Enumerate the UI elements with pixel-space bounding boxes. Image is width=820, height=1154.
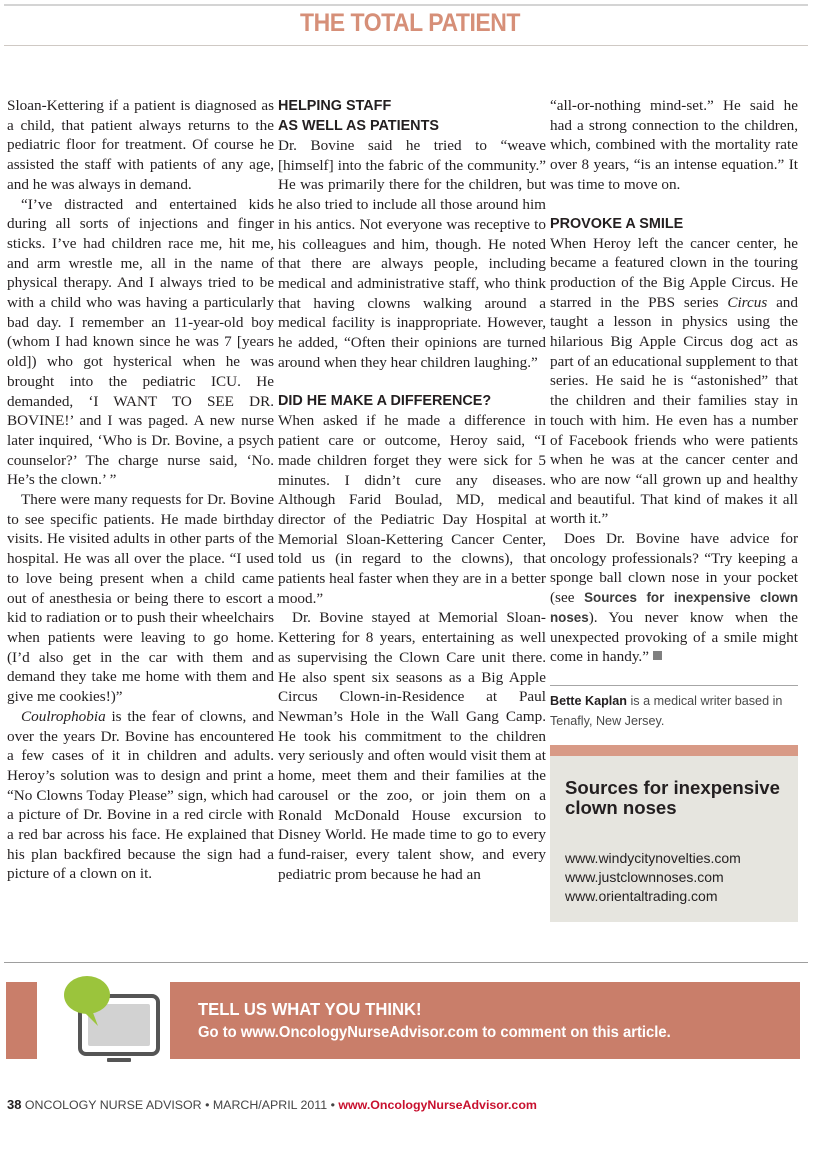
top-rule (4, 4, 808, 6)
paragraph-text: ). You never know when the unexpected provoking of a smile might come in handy.” (550, 608, 798, 666)
paragraph: Dr. Bovine stayed at Memorial Sloan-Kettering for 8 years, entertaining as well as supervising the Clown Care unit there. He also spent six seasons as a Big Apple Circus Clown-in-Residence at Paul Newman’s Hole in the Wall Gang Camp. He took his commitment to the children very seriously and often would visit them at home, meet them and their families at the carousel or the zoo, or join them on a Ronald McDonald House excursion to Disney World. He made time to go to every fund-raiser, every talent show, and every pediatric prom because he had an (278, 609, 546, 883)
banner-title: TELL US WHAT YOU THINK! (198, 999, 422, 1019)
paragraph-text: When Heroy left the cancer center, he became a featured clown in the touring production of the Big Apple Circus. He starred in the PBS series (550, 234, 798, 311)
paragraph-text: Does Dr. Bovine have advice for oncology professionals? “Try keeping a sponge ball clown nose in your pocket (see (550, 530, 798, 607)
article-column-1 (7, 96, 274, 884)
page-footer (7, 1097, 537, 1112)
author-bio (550, 691, 800, 731)
subheading-line: AS WELL AS PATIENTS (278, 118, 439, 134)
article-column-3 (550, 96, 798, 667)
sidebar-link[interactable]: www.justclownnoses.com (565, 869, 724, 885)
sidebar-link[interactable]: www.windycitynovelties.com (565, 850, 741, 866)
article-column-2 (278, 96, 546, 884)
end-of-article-square-icon (653, 651, 662, 660)
author-bio-text: is a medical writer based in Tenafly, New Jersey. (550, 694, 783, 728)
footer-url-link[interactable]: www.OncologyNurseAdvisor.com (338, 1098, 537, 1112)
bio-divider (550, 685, 798, 686)
comment-banner[interactable] (170, 982, 800, 1059)
paragraph (550, 234, 798, 530)
paragraph (550, 529, 798, 667)
sidebar-link[interactable]: www.orientaltrading.com (565, 888, 718, 904)
paragraph: When asked if he made a difference in patient care or outcome, Heroy said, “I made children forget they were sick for 5 minutes. I didn’t cure any diseases. Although Farid Boulad, MD, medical director of the Pediatric Day Hospital at Memorial Sloan-Kettering Cancer Center, told us (in regard to the clowns), that patients heal faster when they are in a better mood.” (278, 412, 546, 607)
banner-subtitle-link[interactable]: Go to www.OncologyNurseAdvisor.com to comment on this article. (198, 1024, 671, 1041)
author-name: Bette Kaplan (550, 694, 627, 708)
paragraph: Sloan-Kettering if a patient is diagnosed as a child, that patient always returns to the pediatric floor for treatment. Of course he assisted the staff with patients of any age, and he was always in demand. (7, 97, 274, 193)
paragraph-text: is the fear of clowns, and over the years Dr. Bovine has encountered a few cases of it in children and adults. Heroy’s solution was to design and print a “No Clowns Today Please” sign, which had a picture of Dr. Bovine in a red circle with a red bar across his face. He explained that his plan backfired because the sign had a picture of a clown on it. (7, 707, 274, 883)
subheading-helping-staff (278, 96, 546, 136)
subheading-provoke-smile: PROVOKE A SMILE (550, 215, 684, 232)
subheading-line: HELPING STAFF (278, 98, 392, 114)
bottom-rule (4, 962, 808, 963)
sidebar-cross-reference: Sources for inexpensive clown noses (550, 590, 798, 625)
subheading-difference: DID HE MAKE A DIFFERENCE? (278, 393, 492, 410)
paragraph: “I’ve distracted and entertained kids during all sorts of injections and finger sticks. I’ve had children race me, hit me, and arm wrestle me, all in the name of physical therapy. And I always tried to be with a child who was having a particularly bad day. I remember an 11-year-old boy (whom I had known since he was 7 [years old]) who got hysterical when he was brought into the pediatric ICU. He demanded, ‘I WANT TO SEE DR. BOVINE!’ and I was paged. A new nurse later inquired, ‘Who is Dr. Bovine, a psych counselor?’ The charge nurse said, ‘No. He’s the clown.’ ” (7, 195, 274, 489)
publication-info: ONCOLOGY NURSE ADVISOR • MARCH/APRIL 2011 • (21, 1098, 339, 1112)
sources-sidebar (550, 745, 798, 922)
sidebar-link-list (565, 849, 741, 906)
sidebar-title: Sources for inexpensive clown noses (565, 777, 780, 818)
page-number: 38 (7, 1097, 22, 1112)
italic-term: Coulrophobia (21, 707, 106, 725)
section-title: THE TOTAL PATIENT (299, 9, 521, 37)
italic-title: Circus (727, 293, 768, 311)
sidebar-accent-bar (550, 745, 798, 756)
paragraph: There were many requests for Dr. Bovine to see specific patients. He made birthday visits. He visited adults in other parts of the hospital. He was all over the place. “I used to love being present when a child came out of anesthesia or being there to escort a kid to radiation or to push their wheelchairs when patients were leaving to go home. (I’d also get in the car with them and demand they take me home with them and give me cookies!)” (7, 491, 274, 706)
banner-left-block (6, 982, 37, 1059)
paragraph-text: and taught a lesson in physics using the hilarious Big Apple Circus dog act as part of an educational supplement to that series. He said he is “astonished” that the children and their families stay in touch with him. He even has a number of Facebook friends who were patients when he was at the cancer center and who are now “all grown up and healthy and beautiful. That kind of makes it all worth it.” (550, 293, 798, 528)
paragraph: Dr. Bovine said he tried to “weave [himself] into the fabric of the community.” He was primarily there for the children, but he also tried to include all those around him in his antics. Not everyone was receptive to his colleagues and him, though. He noted that there are always people, including medical and administrative staff, who think that having clowns walking around a medical facility is inappropriate. However, he added, “Often their opinions are turned around when they hear children laughing.” (278, 137, 546, 371)
paragraph (7, 707, 274, 884)
monitor-speech-bubble-icon (60, 972, 170, 1067)
title-rule (4, 45, 808, 46)
paragraph: “all-or-nothing mind-set.” He said he had a strong connection to the children, which, combined with the mortality rate over 8 years, “is an intense equation.” It was time to move on. (550, 97, 798, 193)
